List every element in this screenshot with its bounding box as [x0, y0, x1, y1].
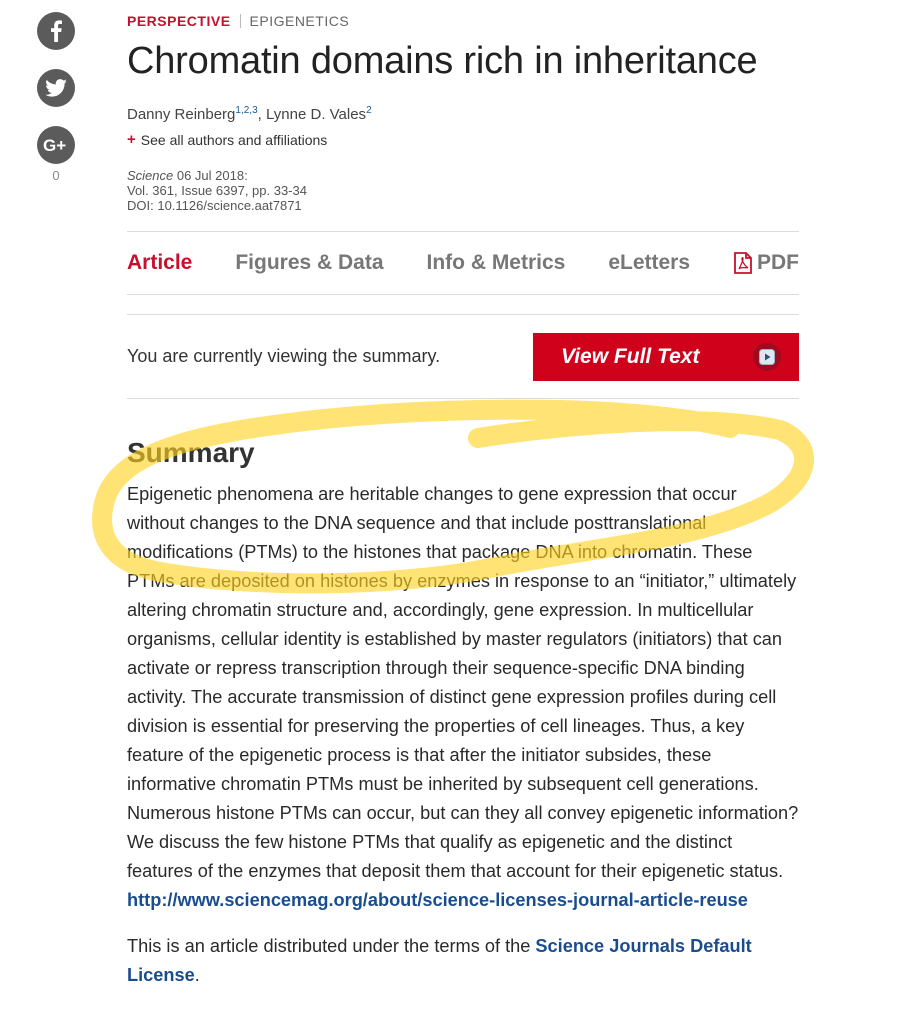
author-name[interactable]: Lynne D. Vales	[266, 106, 367, 123]
article-type-label[interactable]: PERSPECTIVE	[127, 13, 231, 29]
license-link[interactable]: Science Journals Default License	[127, 936, 752, 985]
tab-article[interactable]: Article	[127, 251, 193, 274]
license-suffix: .	[194, 965, 200, 985]
svg-text:G+: G+	[43, 136, 67, 154]
play-icon	[753, 343, 781, 371]
license-prefix: This is an article distributed under the terms of the	[127, 936, 536, 956]
twitter-share-button[interactable]	[37, 69, 75, 107]
see-all-authors-link[interactable]	[127, 131, 799, 148]
author-affiliation[interactable]: 1,2,3	[235, 105, 258, 116]
volume-line: Vol. 361, Issue 6397, pp. 33-34	[127, 183, 307, 198]
summary-notice: You are currently viewing the summary.	[127, 346, 441, 366]
summary-notice-bar	[127, 314, 799, 399]
social-share-bar	[37, 12, 75, 183]
summary-body: Epigenetic phenomena are heritable changes to gene expression that occur without changes to the DNA sequence and that include posttranslational modifications (PTMs) to the histones that package DNA into chromatin. These PTMs are deposited on histones by enzymes in response to an “initiator,” ultimately altering chromatin structure and, accordingly, gene expression. In multicellular organisms, cellular identity is established by master regulators (initiators) that can activate or repress transcription through their sequence-specific DNA binding activity. The accurate transmission of distinct gene expression profiles during cell division is essential for preserving the properties of cell lineages. Thus, a key feature of the epigenetic process is that after the initiator subsides, these informative chromatin PTMs must be inherited by subsequent cell generations. Numerous histone PTMs can occur, but can they all convey epigenetic information? We discuss the few histone PTMs that qualify as epigenetic and the distinct features of the enzymes that deposit them that account for their epigenetic status.	[127, 484, 799, 881]
tab-eletters[interactable]: eLetters	[608, 251, 691, 274]
twitter-icon	[45, 79, 67, 97]
license-url: http://www.sciencemag.org/about/science-licenses-journal-article-reuse	[127, 890, 748, 910]
tab-info-metrics[interactable]: Info & Metrics	[426, 251, 566, 274]
journal-name: Science	[127, 168, 174, 183]
article-kicker	[127, 13, 799, 29]
article-topic-label[interactable]: EPIGENETICS	[249, 13, 350, 29]
tab-pdf-label: PDF	[757, 251, 799, 274]
facebook-share-button[interactable]	[37, 12, 75, 50]
publication-date: 06 Jul 2018:	[173, 168, 248, 183]
pdf-icon	[733, 252, 753, 274]
author-affiliation[interactable]: 2	[366, 105, 372, 116]
plus-icon: +	[127, 131, 136, 148]
author-name[interactable]: Danny Reinberg	[127, 106, 236, 123]
doi-line: DOI: 10.1126/science.aat7871	[127, 198, 302, 213]
license-statement	[127, 932, 799, 990]
author-separator: ,	[257, 106, 266, 123]
citation-journal-line	[127, 168, 799, 183]
see-all-authors-label: See all authors and affiliations	[140, 131, 328, 148]
article-content	[127, 0, 799, 990]
view-full-text-label: View Full Text	[561, 344, 700, 368]
article-tabs	[127, 231, 799, 295]
view-full-text-button[interactable]	[533, 333, 799, 381]
author-list	[127, 106, 799, 123]
kicker-divider	[240, 14, 241, 28]
tab-pdf[interactable]	[733, 251, 799, 275]
tab-figures-data[interactable]: Figures & Data	[235, 251, 384, 274]
google-plus-icon	[43, 136, 69, 154]
summary-heading: Summary	[127, 437, 255, 468]
share-count: 0	[52, 168, 60, 183]
license-url-link[interactable]	[127, 886, 799, 915]
article-title: Chromatin domains rich in inheritance	[127, 40, 758, 82]
facebook-icon	[49, 20, 63, 42]
citation-block	[127, 168, 799, 213]
google-plus-share-button[interactable]	[37, 126, 75, 164]
